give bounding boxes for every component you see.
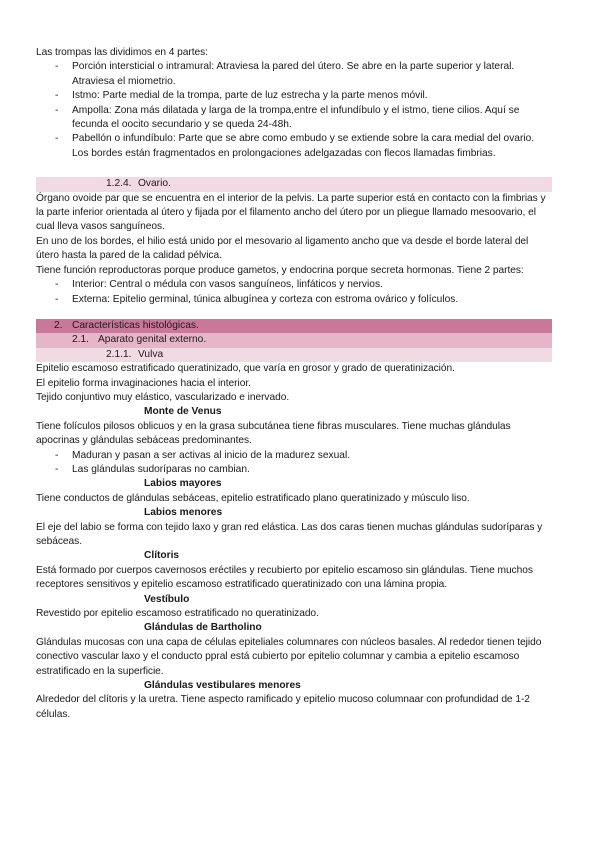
trompas-list	[36, 60, 552, 161]
heading-number: 2.	[54, 319, 63, 331]
trompas-intro: Las trompas las dividimos en 4 partes:	[36, 47, 208, 58]
section-heading-ovario	[36, 177, 552, 191]
list-item: - Las glándulas sudoríparas no cambian.	[72, 463, 552, 477]
heading-number: 2.1.	[72, 334, 89, 346]
list-item: - Externa: Epitelio germinal, túnica albugínea y corteza con estroma ovárico y folículos.	[72, 293, 552, 307]
paragraph: El epitelio forma invaginaciones hacia el interior.	[36, 377, 251, 389]
list-item: - Porción intersticial o intramural: Atraviesa la pared del útero. Se abre en la parte superior y lateral. Atraviesa el miometrio.	[72, 60, 552, 89]
heading-text: Aparato genital externo.	[98, 334, 207, 346]
subheading-labios-mayores: Labios mayores	[144, 478, 222, 490]
heading-number: 1.2.4.	[106, 178, 132, 190]
subheading-labios-menores: Labios menores	[144, 507, 223, 519]
paragraph: Alrededor del clítoris y la uretra. Tiene aspecto ramificado y epitelio mucoso columnaar con profundidad de 1-2 células.	[36, 694, 530, 720]
monte-list	[36, 449, 552, 478]
ovario-list	[36, 278, 552, 307]
list-item: - Maduran y pasan a ser activas al inicio de la madurez sexual.	[72, 449, 552, 463]
subheading-monte: Monte de Venus	[144, 406, 222, 418]
list-item: - Pabellón o infundíbulo: Parte que se abre como embudo y se extiende sobre la cara medial del ovario. Los bordes están fragmentados en prolongaciones adelgazadas con flecos llamadas fimbrias.	[72, 132, 552, 161]
paragraph: Epitelio escamoso estratificado queratinizado, que varía en grosor y grado de queratinización.	[36, 363, 455, 375]
list-item: - Interior: Central o médula con vasos sanguíneos, linfáticos y nervios.	[72, 278, 552, 292]
subheading-vestibulares-menores: Glándulas vestibulares menores	[144, 680, 301, 692]
section-heading-histologicas	[36, 319, 552, 333]
paragraph: Tiene conductos de glándulas sebáceas, epitelio estratificado plano queratinizado y músculo liso.	[36, 492, 470, 504]
heading-text: Características histológicas.	[72, 319, 199, 331]
paragraph: Revestido por epitelio escamoso estratificado no queratinizado.	[36, 608, 319, 620]
subheading-vestibulo: Vestíbulo	[144, 593, 190, 605]
list-item: - Ampolla: Zona más dilatada y larga de la trompa,entre el infundíbulo y el istmo, tiene cilios. Aquí se fecunda el oocito secundario y se queda 24-48h.	[72, 104, 552, 133]
heading-text: Vulva	[138, 348, 164, 360]
paragraph: Tiene folículos pilosos oblicuos y en la grasa subcutánea tiene fibras musculares. Tiene muchas glándulas apocrinas y glándulas sebáceas predominantes.	[36, 420, 511, 447]
subheading-bartholino: Glándulas de Bartholino	[144, 622, 262, 634]
section-heading-vulva	[36, 348, 552, 362]
paragraph: Glándulas mucosas con una capa de células epiteliales columnares con núcleos basales. Al rededor tienen tejido conectivo vascular laxo y el conducto ppral está cubierto por epitelio columnar y cambia a epitelio escamoso estratificado en la superficie.	[36, 636, 542, 677]
heading-text: Ovario.	[138, 178, 171, 190]
paragraph: En uno de los bordes, el hilio está unido por el mesovario al ligamento ancho que va desde el borde lateral del útero hasta la pared de la calidad pélvica.	[36, 235, 529, 262]
paragraph: Órgano ovoide par que se encuentra en el interior de la pelvis. La parte superior está en contacto con la fimbrias y la parte inferior orientada al útero y fijada por el filamento ancho del útero por un pliegue llamado mesoovario, el cual lleva vasos sanguíneos.	[36, 192, 546, 233]
paragraph: Tiene función reproductoras porque produce gametos, y endocrina porque secreta hormonas. Tiene 2 partes:	[36, 264, 524, 276]
paragraph: El eje del labio se forma con tejido laxo y gran red elástica. Las dos caras tienen muchas glándulas sudoríparas y sebáceas.	[36, 521, 543, 547]
section-heading-aparato	[36, 333, 552, 347]
paragraph: Tejido conjuntivo muy elástico, vascularizado e inervado.	[36, 391, 290, 403]
heading-number: 2.1.1.	[106, 348, 132, 360]
paragraph: Está formado por cuerpos cavernosos eréctiles y recubierto por epitelio escamoso sin glándulas. Tiene muchos receptores sensitivos y epitelio escamoso estratificado queratinizado con una lámina propia.	[36, 564, 533, 591]
list-item: - Istmo: Parte medial de la trompa, parte de luz estrecha y la parte menos móvil.	[72, 89, 552, 103]
subheading-clitoris: Clítoris	[144, 550, 180, 562]
